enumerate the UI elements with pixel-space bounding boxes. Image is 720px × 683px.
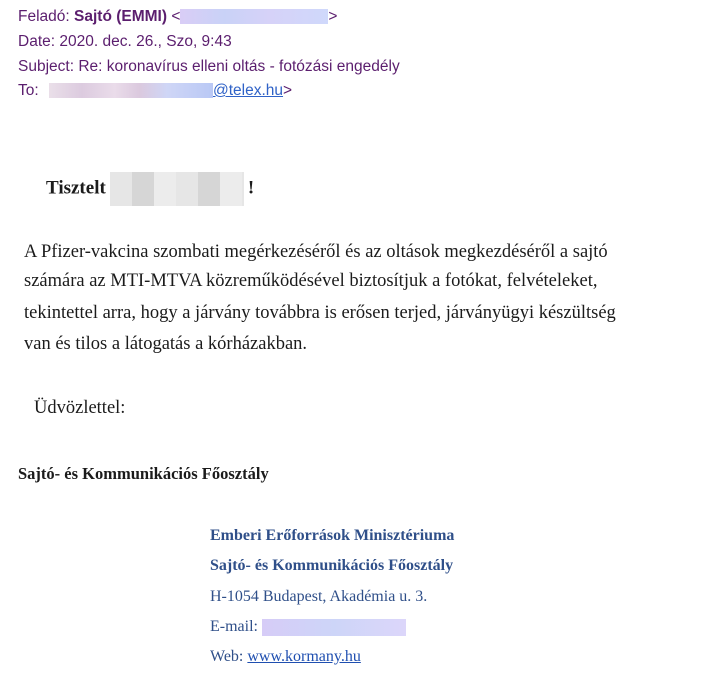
- from-label: Feladó:: [18, 8, 70, 25]
- org-web-row: [210, 648, 361, 666]
- org-email-row: [210, 618, 406, 636]
- redacted-recipient-name-greeting: [110, 172, 244, 206]
- email-label: E-mail:: [210, 618, 258, 635]
- closing-text: Üdvözlettel:: [34, 398, 126, 418]
- from-open-bracket: <: [171, 8, 181, 25]
- subject-label: Subject:: [18, 58, 75, 75]
- paragraph-line: számára az MTI-MTVA közreműködésével biztosítjuk a fotókat, felvételeket,: [24, 271, 598, 291]
- paragraph-line: tekintettel arra, hogy a járvány továbbra is erősen terjed, járványügyi készültség: [24, 303, 616, 323]
- greeting-suffix: !: [247, 177, 255, 199]
- from-name: Sajtó (EMMI): [74, 8, 168, 25]
- recipient-email-link[interactable]: @telex.hu: [213, 82, 284, 99]
- redacted-recipient-name: [49, 83, 213, 98]
- org-department: Sajtó- és Kommunikációs Főosztály: [210, 557, 454, 574]
- to-close-bracket: >: [283, 82, 293, 99]
- date-value: 2020. dec. 26., Szo, 9:43: [59, 33, 232, 50]
- date-label: Date:: [18, 33, 56, 50]
- org-name: Emberi Erőforrások Minisztériuma: [210, 527, 455, 544]
- to-label: To:: [18, 82, 39, 99]
- org-address: H-1054 Budapest, Akadémia u. 3.: [210, 588, 428, 605]
- paragraph-line: A Pfizer-vakcina szombati megérkezéséről és az oltások megkezdéséről a sajtó: [24, 242, 608, 262]
- to-row: [18, 81, 292, 101]
- subject-value: Re: koronavírus elleni oltás - fotózási engedély: [78, 58, 400, 75]
- redacted-sender-email: [180, 9, 328, 24]
- greeting-prefix: Tisztelt: [46, 177, 106, 199]
- date-row: [18, 32, 232, 52]
- web-link[interactable]: www.kormany.hu: [247, 648, 361, 665]
- from-row: [18, 7, 337, 27]
- greeting: [46, 172, 254, 206]
- signature-department: Sajtó- és Kommunikációs Főosztály: [18, 464, 269, 483]
- subject-row: [18, 57, 400, 77]
- paragraph-line: van és tilos a látogatás a kórházakban.: [24, 334, 308, 354]
- from-close-bracket: >: [328, 8, 338, 25]
- redacted-org-email: [262, 619, 406, 636]
- web-label: Web:: [210, 648, 244, 665]
